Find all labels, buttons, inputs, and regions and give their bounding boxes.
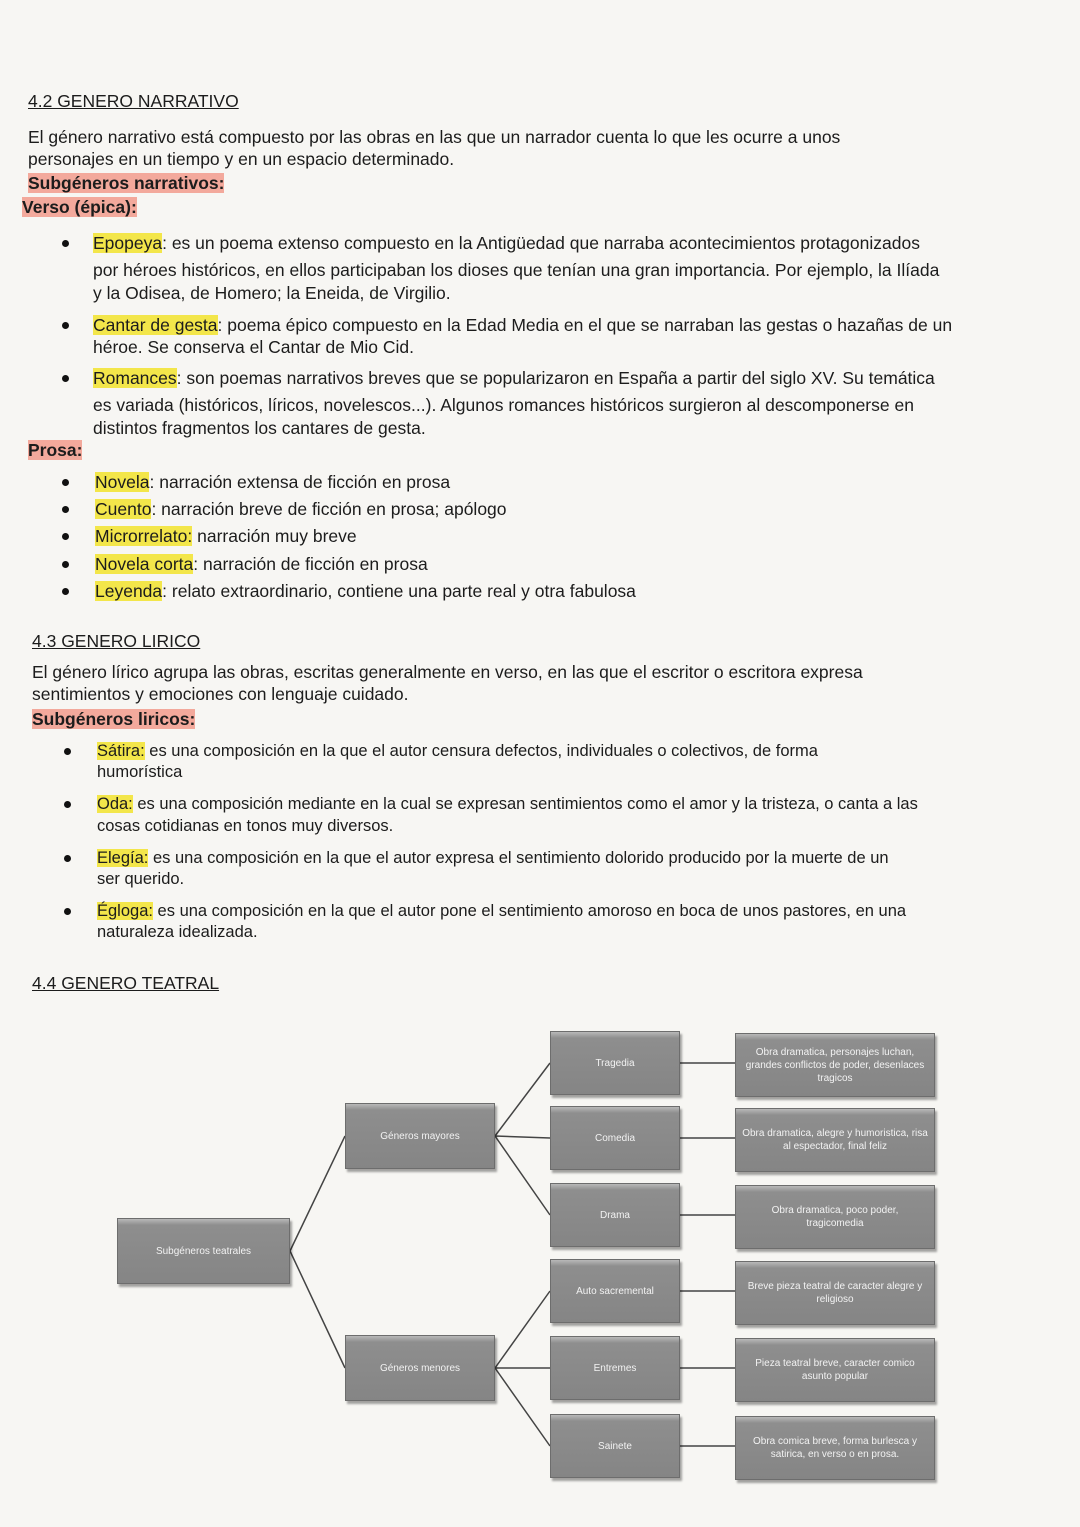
highlighted-term: Microrrelato:	[95, 526, 193, 546]
prosa-item	[95, 498, 507, 520]
bullet-text: ser querido.	[97, 870, 185, 888]
bullet-text: por héroes históricos, en ellos participaban los dioses que tenían una gran importancia. Por ejemplo, la Ilíada	[93, 260, 940, 280]
bullet-text-line	[97, 740, 818, 762]
highlighted-term: Elegía:	[97, 849, 149, 867]
bullet-icon	[64, 908, 71, 915]
prosa-item	[95, 471, 450, 493]
highlighted-term: Oda:	[97, 795, 133, 813]
bullet-text-line	[93, 259, 939, 281]
diagram-genre-box: Tragedia	[550, 1031, 680, 1095]
bullet-text: es una composición en la que el autor expresa el sentimiento dolorido producido por la muerte de un	[148, 849, 889, 867]
highlighted-term: Sátira:	[97, 742, 145, 760]
diagram-menores-box: Géneros menores	[345, 1335, 495, 1401]
bullet-icon	[62, 588, 69, 595]
bullet-text: : narración breve de ficción en prosa; apólogo	[151, 499, 507, 519]
diagram-mayores-box: Géneros mayores	[345, 1103, 495, 1169]
diagram-genre-box: Auto sacremental	[550, 1259, 680, 1323]
bullet-icon	[62, 375, 69, 382]
intro-line: sentimientos y emociones con lenguaje cuidado.	[32, 684, 409, 704]
bullet-text: cosas cotidianas en tonos muy diversos.	[97, 817, 394, 835]
bullet-text: : poema épico compuesto en la Edad Media en el que se narraban las gestas o hazañas de un	[217, 315, 953, 335]
verso-label: Verso (épica):	[22, 197, 137, 217]
diagram-genre-box: Entremes	[550, 1336, 680, 1400]
bullet-text: distintos fragmentos los cantares de gesta.	[93, 418, 426, 438]
bullet-text: es una composición en la que el autor censura defectos, individuales o colectivos, de forma	[144, 742, 818, 760]
highlighted-term: Novela corta	[95, 554, 194, 574]
bullet-text-line	[93, 394, 914, 416]
highlighted-term: Novela	[95, 472, 150, 492]
bullet-icon	[62, 322, 69, 329]
bullet-text-line	[93, 282, 451, 304]
bullet-text-line	[97, 761, 182, 783]
bullet-text: es una composición en la que el autor pone el sentimiento amoroso en boca de unos pastores, en una	[152, 902, 907, 920]
diagram-root-box: Subgéneros teatrales	[117, 1218, 290, 1284]
bullet-text-line	[93, 232, 920, 254]
bullet-text: humorística	[97, 763, 183, 781]
bullet-text-line	[93, 417, 426, 439]
subtitle-narrativos: Subgéneros narrativos:	[28, 173, 225, 193]
bullet-icon	[64, 748, 71, 755]
prosa-item	[95, 553, 428, 575]
highlighted-term: Leyenda	[95, 581, 163, 601]
diagram-description-box: Pieza teatral breve, caracter comico asunto popular	[735, 1338, 935, 1402]
section-title-narrativo: 4.2 GENERO NARRATIVO	[28, 91, 239, 111]
bullet-text: : narración extensa de ficción en prosa	[149, 472, 451, 492]
bullet-text-line	[93, 367, 935, 389]
bullet-text-line	[97, 815, 393, 837]
bullet-icon	[62, 533, 69, 540]
diagram-description-box: Obra comica breve, forma burlesca y satirica, en verso o en prosa.	[735, 1416, 935, 1480]
prosa-item	[95, 525, 357, 547]
diagram-genre-box: Sainete	[550, 1414, 680, 1478]
diagram-description-box: Obra dramatica, poco poder, tragicomedia	[735, 1185, 935, 1249]
bullet-text: narración muy breve	[192, 526, 357, 546]
bullet-text: es variada (históricos, líricos, novelescos...). Algunos romances históricos surgieron al descomponerse en	[93, 395, 914, 415]
bullet-text-line	[97, 900, 906, 922]
bullet-text: héroe. Se conserva el Cantar de Mio Cid.	[93, 337, 414, 357]
bullet-text: es una composición mediante en la cual se expresan sentimientos como el amor y la tristeza, o canta a las	[132, 795, 918, 813]
bullet-text-line	[97, 847, 889, 869]
bullet-text: : son poemas narrativos breves que se popularizaron en España a partir del siglo XV. Su temática	[176, 368, 935, 388]
bullet-icon	[64, 801, 71, 808]
bullet-icon	[62, 240, 69, 247]
highlighted-term: Romances	[93, 368, 177, 388]
highlighted-term: Cuento	[95, 499, 152, 519]
bullet-icon	[62, 506, 69, 513]
bullet-icon	[62, 479, 69, 486]
bullet-text: naturaleza idealizada.	[97, 923, 258, 941]
bullet-text-line	[93, 336, 414, 358]
highlighted-term: Égloga:	[97, 902, 153, 920]
prosa-item	[95, 580, 636, 602]
diagram-description-box: Obra dramatica, alegre y humoristica, risa al espectador, final feliz	[735, 1108, 935, 1172]
prosa-label: Prosa:	[28, 440, 83, 460]
bullet-text: : es un poema extenso compuesto en la Antigüedad que narraba acontecimientos protagonizados	[162, 233, 920, 253]
bullet-text: : narración de ficción en prosa	[193, 554, 428, 574]
diagram-description-box: Breve pieza teatral de caracter alegre y religioso	[735, 1261, 935, 1325]
diagram-genre-box: Comedia	[550, 1106, 680, 1170]
bullet-text: : relato extraordinario, contiene una parte real y otra fabulosa	[162, 581, 636, 601]
intro-line: personajes en un tiempo y en un espacio determinado.	[28, 149, 455, 169]
diagram-description-box: Obra dramatica, personajes luchan, grandes conflictos de poder, desenlaces tragicos	[735, 1033, 935, 1097]
bullet-text-line	[93, 314, 952, 336]
bullet-icon	[62, 561, 69, 568]
bullet-icon	[64, 855, 71, 862]
section-title-lirico: 4.3 GENERO LIRICO	[32, 631, 201, 651]
subtitle-liricos: Subgéneros liricos:	[32, 709, 196, 729]
highlighted-term: Cantar de gesta	[93, 315, 218, 335]
intro-line: El género narrativo está compuesto por las obras en las que un narrador cuenta lo que les ocurre a unos	[28, 127, 841, 147]
bullet-text-line	[97, 921, 258, 943]
bullet-text-line	[97, 793, 918, 815]
bullet-text-line	[97, 868, 184, 890]
bullet-text: y la Odisea, de Homero; la Eneida, de Virgilio.	[93, 283, 451, 303]
highlighted-term: Epopeya	[93, 233, 163, 253]
section-title-teatral: 4.4 GENERO TEATRAL	[32, 973, 220, 993]
intro-line: El género lírico agrupa las obras, escritas generalmente en verso, en las que el escritor o escritora expresa	[32, 662, 863, 682]
diagram-genre-box: Drama	[550, 1183, 680, 1247]
